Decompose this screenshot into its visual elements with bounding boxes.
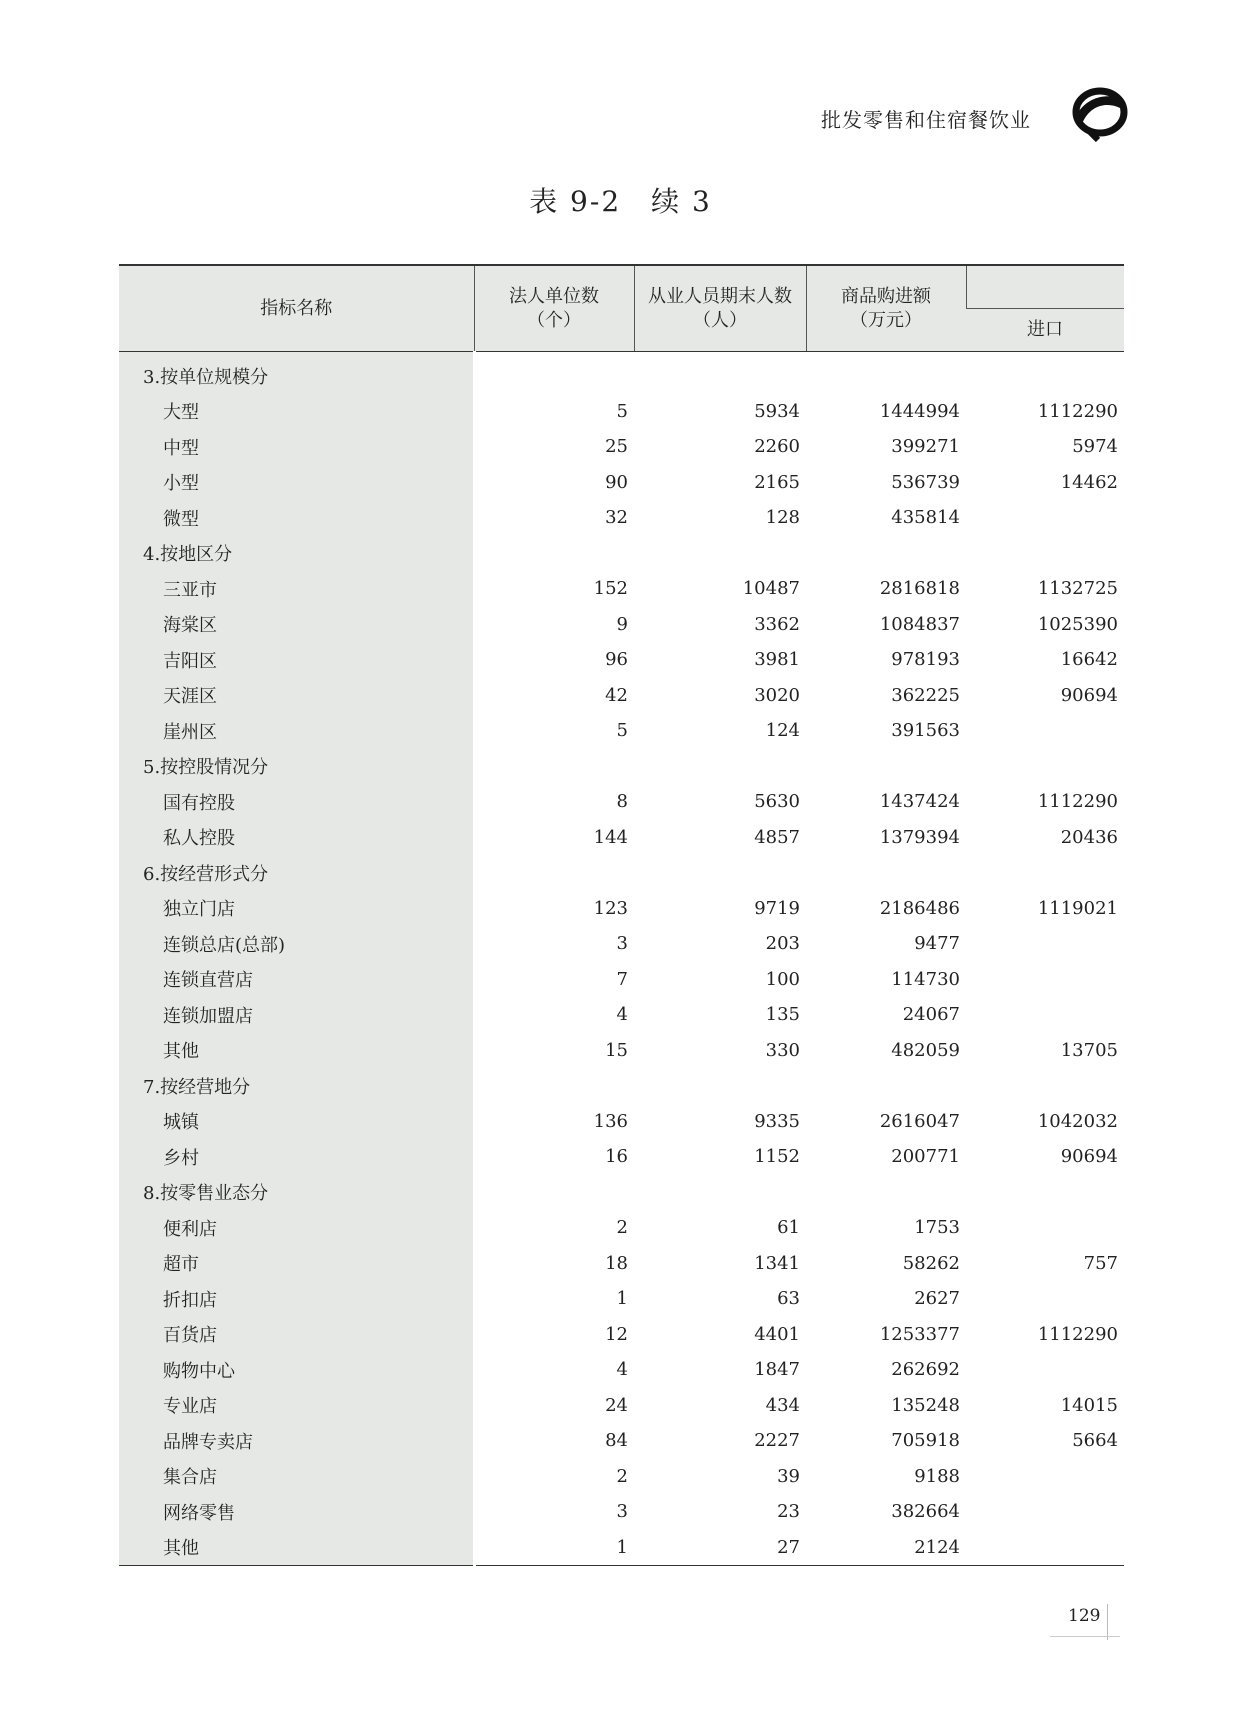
cell-value: 5664 — [1072, 1430, 1118, 1452]
cell-value: 262692 — [891, 1359, 960, 1381]
cell-value: 10487 — [742, 578, 800, 600]
header-indicator-name: 指标名称 — [119, 265, 474, 352]
cell-value: 4857 — [754, 826, 800, 848]
cell-value — [806, 536, 966, 572]
row-label: 国有控股 — [119, 784, 474, 820]
cell-value: 1119021 — [1037, 897, 1118, 919]
row-label: 7.按经营地分 — [119, 1068, 474, 1104]
table-row — [119, 1388, 1124, 1424]
cell-value — [966, 997, 1124, 1033]
row-label: 其他 — [119, 1530, 474, 1566]
cell-value: 1437424 — [879, 791, 960, 813]
cell-value: 4 — [616, 1004, 628, 1026]
row-label: 中型 — [119, 429, 474, 465]
cell-value: 135248 — [891, 1394, 960, 1416]
header-label: 法人单位数 — [509, 285, 599, 307]
cell-value: 2227 — [754, 1430, 800, 1452]
table-row — [119, 1423, 1124, 1459]
table-row — [119, 1175, 1124, 1211]
table-row — [119, 749, 1124, 785]
table-title: 表 9-2 续 3 — [529, 185, 712, 218]
cell-value — [806, 749, 966, 785]
cell-value — [806, 352, 966, 394]
table-row — [119, 997, 1124, 1033]
table-row — [119, 1459, 1124, 1495]
cell-value: 9719 — [754, 897, 800, 919]
cell-value: 13705 — [1060, 1039, 1118, 1061]
cell-value: 63 — [777, 1288, 800, 1310]
cell-value: 330 — [765, 1039, 800, 1061]
cell-value: 1444994 — [879, 400, 960, 422]
row-label: 小型 — [119, 465, 474, 501]
cell-value: 435814 — [891, 507, 960, 529]
cell-value: 135 — [765, 1004, 800, 1026]
row-label: 连锁加盟店 — [119, 997, 474, 1033]
cell-value: 978193 — [891, 649, 960, 671]
cell-value — [966, 1175, 1124, 1211]
table-row — [119, 1210, 1124, 1246]
cell-value: 1 — [616, 1288, 628, 1310]
cell-value: 4 — [616, 1359, 628, 1381]
cell-value — [474, 1175, 634, 1211]
cell-value: 16 — [605, 1146, 628, 1168]
cell-value: 1132725 — [1037, 578, 1118, 600]
table-row — [119, 784, 1124, 820]
cell-value: 2165 — [754, 471, 800, 493]
cell-value — [966, 1459, 1124, 1495]
cell-value: 24 — [605, 1394, 628, 1416]
table-row — [119, 891, 1124, 927]
row-label: 8.按零售业态分 — [119, 1175, 474, 1211]
cell-value — [966, 1494, 1124, 1530]
cell-value: 2260 — [754, 436, 800, 458]
cell-value: 15 — [605, 1039, 628, 1061]
row-label: 海棠区 — [119, 607, 474, 643]
row-label: 连锁直营店 — [119, 962, 474, 998]
cell-value: 5934 — [754, 400, 800, 422]
cell-value: 3362 — [754, 613, 800, 635]
table-row — [119, 1281, 1124, 1317]
cell-value: 362225 — [891, 684, 960, 706]
row-label: 6.按经营形式分 — [119, 855, 474, 891]
row-label: 崖州区 — [119, 713, 474, 749]
cell-value: 203 — [765, 933, 800, 955]
header-unit: （个） — [527, 309, 581, 331]
cell-value: 3 — [616, 1501, 628, 1523]
cell-value: 90694 — [1060, 1146, 1118, 1168]
cell-value: 4401 — [754, 1323, 800, 1345]
row-label: 其他 — [119, 1033, 474, 1069]
cell-value — [966, 1352, 1124, 1388]
cell-value — [966, 1068, 1124, 1104]
cell-value — [634, 1175, 806, 1211]
cell-value: 1 — [474, 1530, 634, 1566]
cell-value: 42 — [605, 684, 628, 706]
cell-value: 58262 — [902, 1252, 960, 1274]
page-number: 129 — [1068, 1606, 1101, 1626]
cell-value — [474, 536, 634, 572]
cell-value: 144 — [593, 826, 628, 848]
cell-value: 9 — [616, 613, 628, 635]
cell-value: 2124 — [806, 1530, 966, 1566]
table-row — [119, 1530, 1124, 1566]
cell-value: 96 — [605, 649, 628, 671]
cell-value: 3020 — [754, 684, 800, 706]
cell-value: 2 — [616, 1465, 628, 1487]
header-employees — [634, 265, 806, 352]
cell-value: 18 — [605, 1252, 628, 1274]
row-label: 三亚市 — [119, 571, 474, 607]
row-label: 百货店 — [119, 1317, 474, 1353]
table-row — [119, 1068, 1124, 1104]
cell-value — [966, 1281, 1124, 1317]
table-row — [119, 1033, 1124, 1069]
cell-value: 2627 — [914, 1288, 960, 1310]
cell-value: 1112290 — [1037, 400, 1118, 422]
cell-value: 1847 — [754, 1359, 800, 1381]
cell-value: 84 — [605, 1430, 628, 1452]
cell-value — [634, 855, 806, 891]
cell-value — [474, 352, 634, 394]
table-row — [119, 962, 1124, 998]
cell-value — [474, 855, 634, 891]
cell-value — [966, 962, 1124, 998]
cell-value: 61 — [777, 1217, 800, 1239]
cell-value: 14462 — [1060, 471, 1118, 493]
cell-value — [966, 536, 1124, 572]
row-label: 购物中心 — [119, 1352, 474, 1388]
cell-value — [634, 536, 806, 572]
table-row — [119, 1246, 1124, 1282]
row-label: 乡村 — [119, 1139, 474, 1175]
table-row — [119, 352, 1124, 394]
cell-value: 1152 — [754, 1146, 800, 1168]
header-unit: （人） — [693, 309, 747, 331]
row-label: 独立门店 — [119, 891, 474, 927]
cell-value: 124 — [765, 720, 800, 742]
cell-value: 757 — [1083, 1252, 1118, 1274]
cell-value: 24067 — [902, 1004, 960, 1026]
cell-value: 382664 — [891, 1501, 960, 1523]
cell-value — [966, 1530, 1124, 1566]
cell-value: 1341 — [754, 1252, 800, 1274]
row-label: 天涯区 — [119, 678, 474, 714]
cell-value: 536739 — [891, 471, 960, 493]
row-label: 吉阳区 — [119, 642, 474, 678]
cell-value: 114730 — [891, 968, 960, 990]
row-label: 私人控股 — [119, 820, 474, 856]
table-body — [119, 352, 1124, 1566]
cell-value — [634, 749, 806, 785]
cell-value — [474, 749, 634, 785]
cell-value: 14015 — [1060, 1394, 1118, 1416]
table-row — [119, 500, 1124, 536]
cell-value: 9188 — [914, 1465, 960, 1487]
header-legal-units — [474, 265, 634, 352]
table-row — [119, 536, 1124, 572]
row-label: 微型 — [119, 500, 474, 536]
table-row — [119, 1104, 1124, 1140]
cell-value: 1753 — [914, 1217, 960, 1239]
table-row — [119, 571, 1124, 607]
cell-value — [806, 855, 966, 891]
header-unit: （万元） — [850, 309, 922, 331]
cell-value: 100 — [765, 968, 800, 990]
cell-value: 200771 — [891, 1146, 960, 1168]
cell-value: 3981 — [754, 649, 800, 671]
cell-value: 1253377 — [879, 1323, 960, 1345]
cell-value: 9477 — [914, 933, 960, 955]
cell-value: 7 — [616, 968, 628, 990]
table-row — [119, 713, 1124, 749]
cell-value: 25 — [605, 436, 628, 458]
cell-value: 16642 — [1060, 649, 1118, 671]
statistics-table — [119, 264, 1124, 1566]
row-label: 4.按地区分 — [119, 536, 474, 572]
cell-value — [966, 1210, 1124, 1246]
cell-value: 1025390 — [1037, 613, 1118, 635]
header-label: 商品购进额 — [841, 285, 931, 307]
header-import: 进口 — [966, 309, 1124, 352]
cell-value: 399271 — [891, 436, 960, 458]
cell-value: 12 — [605, 1323, 628, 1345]
cell-value: 136 — [593, 1110, 628, 1132]
cell-value — [966, 352, 1124, 394]
cell-value: 5974 — [1072, 436, 1118, 458]
cell-value: 1084837 — [879, 613, 960, 635]
row-label: 大型 — [119, 394, 474, 430]
table-row — [119, 678, 1124, 714]
row-label: 品牌专卖店 — [119, 1423, 474, 1459]
row-label: 5.按控股情况分 — [119, 749, 474, 785]
table-row — [119, 394, 1124, 430]
table-row — [119, 642, 1124, 678]
row-label: 便利店 — [119, 1210, 474, 1246]
cell-value: 1379394 — [879, 826, 960, 848]
cell-value — [474, 1068, 634, 1104]
cell-value — [634, 1068, 806, 1104]
cell-value: 2 — [616, 1217, 628, 1239]
cell-value: 482059 — [891, 1039, 960, 1061]
cell-value: 5630 — [754, 791, 800, 813]
cell-value: 1112290 — [1037, 791, 1118, 813]
cell-value: 5 — [616, 400, 628, 422]
row-label: 折扣店 — [119, 1281, 474, 1317]
row-label: 超市 — [119, 1246, 474, 1282]
header-purchases — [806, 265, 966, 352]
cell-value: 705918 — [891, 1430, 960, 1452]
cell-value: 27 — [634, 1530, 806, 1566]
cell-value — [806, 1175, 966, 1211]
cell-value: 2816818 — [879, 578, 960, 600]
row-label: 网络零售 — [119, 1494, 474, 1530]
table-row — [119, 1317, 1124, 1353]
cell-value: 32 — [605, 507, 628, 529]
table-row — [119, 1139, 1124, 1175]
cell-value: 152 — [593, 578, 628, 600]
table-row — [119, 926, 1124, 962]
table-row — [119, 607, 1124, 643]
cell-value: 23 — [777, 1501, 800, 1523]
cell-value: 20436 — [1060, 826, 1118, 848]
table-row — [119, 465, 1124, 501]
header-label: 从业人员期末人数 — [648, 285, 792, 307]
cell-value — [966, 926, 1124, 962]
cell-value: 123 — [593, 897, 628, 919]
cell-value: 2186486 — [879, 897, 960, 919]
cell-value — [806, 1068, 966, 1104]
cell-value: 90694 — [1060, 684, 1118, 706]
cell-value — [966, 500, 1124, 536]
table-row — [119, 1352, 1124, 1388]
page-divider — [1107, 1604, 1108, 1640]
row-label: 集合店 — [119, 1459, 474, 1495]
cell-value: 434 — [765, 1394, 800, 1416]
cell-value: 1112290 — [1037, 1323, 1118, 1345]
cell-value: 128 — [765, 507, 800, 529]
row-label: 连锁总店(总部) — [119, 926, 474, 962]
row-label: 专业店 — [119, 1388, 474, 1424]
cell-value — [634, 352, 806, 394]
header-import-group — [966, 265, 1124, 309]
cell-value — [966, 713, 1124, 749]
cell-value: 3 — [616, 933, 628, 955]
cell-value — [966, 749, 1124, 785]
cell-value: 1042032 — [1037, 1110, 1118, 1132]
cell-value: 90 — [605, 471, 628, 493]
statistics-logo-icon — [1068, 86, 1128, 142]
page-divider — [1050, 1636, 1120, 1637]
cell-value: 39 — [777, 1465, 800, 1487]
cell-value: 2616047 — [879, 1110, 960, 1132]
cell-value: 5 — [616, 720, 628, 742]
table-row — [119, 820, 1124, 856]
cell-value — [966, 855, 1124, 891]
cell-value: 9335 — [754, 1110, 800, 1132]
cell-value: 8 — [616, 791, 628, 813]
row-label: 3.按单位规模分 — [119, 352, 474, 394]
table-row — [119, 429, 1124, 465]
section-title: 批发零售和住宿餐饮业 — [821, 108, 1031, 132]
table-row — [119, 855, 1124, 891]
table-row — [119, 1494, 1124, 1530]
row-label: 城镇 — [119, 1104, 474, 1140]
cell-value: 391563 — [891, 720, 960, 742]
